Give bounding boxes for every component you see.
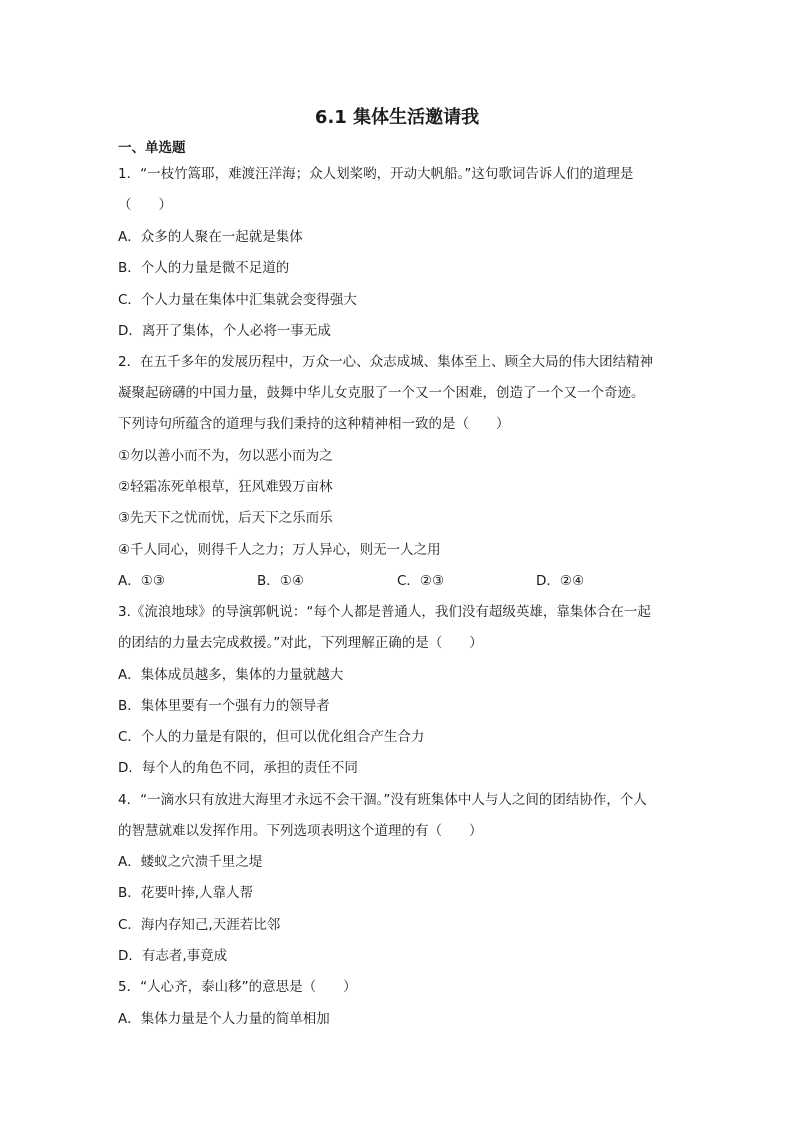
question-1-stem-line-2: （ ） [118,197,172,213]
question-4-option-d: D．有志者,事竟成 [118,948,228,964]
question-1-option-c: C．个人力量在集体中汇集就会变得强大 [118,292,357,308]
question-4-stem-line-1: 4．“一滴水只有放进大海里才永远不会干涸。”没有班集体中人与人之间的团结协作，个人 [118,792,647,808]
question-2-item-3: ③先天下之忧而忧，后天下之乐而乐 [118,510,333,526]
question-3-option-c: C．个人的力量是有限的，但可以优化组合产生合力 [118,729,425,745]
question-4-option-a: A．蝼蚁之穴溃千里之堤 [118,854,263,870]
question-4-option-b: B．花要叶捧,人靠人帮 [118,885,254,901]
question-3-option-d: D．每个人的角色不同，承担的责任不同 [118,760,358,776]
question-5-option-a: A．集体力量是个人力量的简单相加 [118,1011,330,1027]
question-1-option-d: D．离开了集体，个人必将一事无成 [118,323,331,339]
section-heading: 一、单选题 [118,140,186,156]
question-3-stem-line-1: 3.《流浪地球》的导演郭帆说：“每个人都是普通人，我们没有超级英雄，靠集体合在一起 [118,604,651,620]
question-4-option-c: C．海内存知己,天涯若比邻 [118,917,281,933]
question-2-option-a: A．①③ [118,573,165,589]
question-2-stem-line-2: 凝聚起磅礴的中国力量，鼓舞中华儿女克服了一个又一个困难，创造了一个又一个奇迹。 [118,385,645,401]
question-3-option-b: B．集体里要有一个强有力的领导者 [118,698,330,714]
question-2-item-2: ②轻霜冻死单根草，狂风难毁万亩林 [118,479,333,495]
question-4-stem-line-2: 的智慧就难以发挥作用。下列选项表明这个道理的有（ ） [118,823,483,839]
question-1-stem-line-1: 1．“一枝竹篙耶，难渡汪洋海；众人划桨哟，开动大帆船。”这句歌词告诉人们的道理是 [118,166,634,182]
question-2-item-1: ①勿以善小而不为，勿以恶小而为之 [118,448,333,464]
question-1-option-a: A．众多的人聚在一起就是集体 [118,229,303,245]
question-5-stem-line-1: 5．“人心齐，泰山移”的意思是（ ） [118,979,357,995]
question-2-option-b: B．①④ [257,573,304,589]
question-2-stem-line-1: 2．在五千多年的发展历程中，万众一心、众志成城、集体至上、顾全大局的伟大团结精神 [118,354,654,370]
question-2-option-c: C．②③ [397,573,445,589]
question-2-item-4: ④千人同心，则得千人之力；万人异心，则无一人之用 [118,542,441,558]
question-2-option-d: D．②④ [536,573,585,589]
question-1-option-b: B．个人的力量是微不足道的 [118,260,290,276]
question-3-option-a: A．集体成员越多，集体的力量就越大 [118,667,344,683]
question-3-stem-line-2: 的团结的力量去完成救援。”对此，下列理解正确的是（ ） [118,635,483,651]
page-title: 6.1 集体生活邀请我 [314,107,480,128]
question-2-stem-line-3: 下列诗句所蕴含的道理与我们秉持的这种精神相一致的是（ ） [118,416,510,432]
question-2-options-row [118,571,688,591]
